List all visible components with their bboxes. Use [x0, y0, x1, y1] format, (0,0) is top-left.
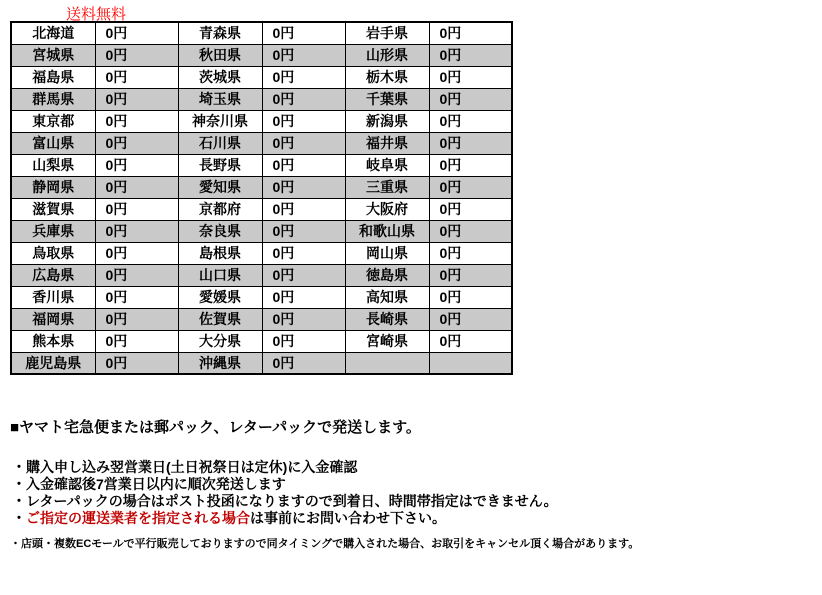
fee-cell: 0円 — [429, 88, 512, 110]
fee-cell: 0円 — [95, 44, 178, 66]
fee-cell: 0円 — [262, 110, 345, 132]
prefecture-cell: 福岡県 — [11, 308, 95, 330]
prefecture-cell: 徳島県 — [345, 264, 429, 286]
prefecture-cell: 群馬県 — [11, 88, 95, 110]
note-letterpack-delivery: ・レターパックの場合はポスト投函になりますので到着日、時間帯指定はできません。 — [12, 493, 558, 509]
note-carrier-highlight: ご指定の運送業者を指定される場合 — [26, 510, 250, 526]
fee-cell: 0円 — [429, 286, 512, 308]
fee-cell: 0円 — [95, 264, 178, 286]
prefecture-cell: 山口県 — [178, 264, 262, 286]
fee-cell: 0円 — [429, 66, 512, 88]
fee-cell: 0円 — [95, 110, 178, 132]
prefecture-cell: 青森県 — [178, 22, 262, 44]
fee-cell: 0円 — [262, 88, 345, 110]
note-payment-confirmation: ・購入申し込み翌営業日(土日祝祭日は定休)に入金確認 — [12, 459, 358, 475]
note-dispatch-timing: ・入金確認後7営業日以内に順次発送します — [12, 476, 286, 492]
fee-cell: 0円 — [95, 220, 178, 242]
table-row — [11, 154, 512, 176]
prefecture-cell: 茨城県 — [178, 66, 262, 88]
prefecture-cell: 愛知県 — [178, 176, 262, 198]
fee-cell: 0円 — [262, 308, 345, 330]
prefecture-cell — [345, 352, 429, 374]
prefecture-cell: 香川県 — [11, 286, 95, 308]
prefecture-cell: 兵庫県 — [11, 220, 95, 242]
fee-cell: 0円 — [262, 286, 345, 308]
note-carrier-request — [12, 510, 558, 527]
table-row — [11, 176, 512, 198]
prefecture-cell: 神奈川県 — [178, 110, 262, 132]
table-row — [11, 242, 512, 264]
fee-cell: 0円 — [262, 330, 345, 352]
table-row — [11, 198, 512, 220]
fee-cell: 0円 — [262, 242, 345, 264]
prefecture-cell: 山梨県 — [11, 154, 95, 176]
fee-cell: 0円 — [95, 308, 178, 330]
fee-cell: 0円 — [429, 330, 512, 352]
fee-cell: 0円 — [429, 220, 512, 242]
shipping-fee-table-body — [11, 22, 512, 374]
prefecture-cell: 宮崎県 — [345, 330, 429, 352]
prefecture-cell: 東京都 — [11, 110, 95, 132]
table-row — [11, 132, 512, 154]
fee-cell: 0円 — [95, 66, 178, 88]
fee-cell: 0円 — [429, 198, 512, 220]
fee-cell: 0円 — [95, 22, 178, 44]
fee-cell: 0円 — [429, 132, 512, 154]
prefecture-cell: 長崎県 — [345, 308, 429, 330]
fee-cell: 0円 — [95, 154, 178, 176]
prefecture-cell: 大分県 — [178, 330, 262, 352]
prefecture-cell: 大阪府 — [345, 198, 429, 220]
fee-cell: 0円 — [95, 352, 178, 374]
fee-cell: 0円 — [429, 176, 512, 198]
note-carrier-bullet: ・ — [12, 510, 26, 526]
fee-cell: 0円 — [262, 220, 345, 242]
prefecture-cell: 福井県 — [345, 132, 429, 154]
fee-cell: 0円 — [429, 308, 512, 330]
prefecture-cell: 新潟県 — [345, 110, 429, 132]
fee-cell: 0円 — [429, 110, 512, 132]
prefecture-cell: 島根県 — [178, 242, 262, 264]
table-row — [11, 66, 512, 88]
table-row — [11, 330, 512, 352]
prefecture-cell: 福島県 — [11, 66, 95, 88]
prefecture-cell: 奈良県 — [178, 220, 262, 242]
free-shipping-title: 送料無料 — [66, 6, 127, 23]
table-row — [11, 352, 512, 374]
prefecture-cell: 岐阜県 — [345, 154, 429, 176]
prefecture-cell: 長野県 — [178, 154, 262, 176]
shipping-fee-table — [10, 21, 513, 375]
prefecture-cell: 佐賀県 — [178, 308, 262, 330]
table-row — [11, 286, 512, 308]
table-row — [11, 308, 512, 330]
prefecture-cell: 滋賀県 — [11, 198, 95, 220]
prefecture-cell: 石川県 — [178, 132, 262, 154]
prefecture-cell: 富山県 — [11, 132, 95, 154]
prefecture-cell: 愛媛県 — [178, 286, 262, 308]
table-row — [11, 220, 512, 242]
fee-cell: 0円 — [429, 22, 512, 44]
table-row — [11, 44, 512, 66]
prefecture-cell: 栃木県 — [345, 66, 429, 88]
prefecture-cell: 千葉県 — [345, 88, 429, 110]
fee-cell: 0円 — [95, 286, 178, 308]
prefecture-cell: 三重県 — [345, 176, 429, 198]
fee-cell: 0円 — [262, 154, 345, 176]
prefecture-cell: 高知県 — [345, 286, 429, 308]
fee-cell: 0円 — [95, 88, 178, 110]
prefecture-cell: 北海道 — [11, 22, 95, 44]
fee-cell: 0円 — [429, 154, 512, 176]
note-carrier-rest: は事前にお問い合わせ下さい。 — [250, 510, 446, 526]
fee-cell: 0円 — [262, 176, 345, 198]
prefecture-cell: 埼玉県 — [178, 88, 262, 110]
fee-cell: 0円 — [95, 198, 178, 220]
fee-cell: 0円 — [95, 132, 178, 154]
fee-cell — [429, 352, 512, 374]
prefecture-cell: 秋田県 — [178, 44, 262, 66]
fee-cell: 0円 — [262, 198, 345, 220]
fee-cell: 0円 — [262, 352, 345, 374]
prefecture-cell: 宮城県 — [11, 44, 95, 66]
fee-cell: 0円 — [95, 242, 178, 264]
fee-cell: 0円 — [95, 330, 178, 352]
prefecture-cell: 鳥取県 — [11, 242, 95, 264]
fee-cell: 0円 — [262, 66, 345, 88]
fee-cell: 0円 — [262, 264, 345, 286]
table-row — [11, 88, 512, 110]
fee-cell: 0円 — [429, 44, 512, 66]
fee-cell: 0円 — [429, 264, 512, 286]
shipping-notes-list — [12, 459, 558, 527]
prefecture-cell: 熊本県 — [11, 330, 95, 352]
prefecture-cell: 広島県 — [11, 264, 95, 286]
fee-cell: 0円 — [262, 132, 345, 154]
prefecture-cell: 和歌山県 — [345, 220, 429, 242]
fee-cell: 0円 — [262, 22, 345, 44]
fee-cell: 0円 — [95, 176, 178, 198]
prefecture-cell: 岡山県 — [345, 242, 429, 264]
fee-cell: 0円 — [262, 44, 345, 66]
table-row — [11, 22, 512, 44]
prefecture-cell: 京都府 — [178, 198, 262, 220]
shipping-method-heading: ■ヤマト宅急便または郵パック、レターパックで発送します。 — [10, 419, 421, 436]
table-row — [11, 264, 512, 286]
prefecture-cell: 静岡県 — [11, 176, 95, 198]
prefecture-cell: 山形県 — [345, 44, 429, 66]
parallel-sales-footnote: ・店頭・複数ECモールで平行販売しておりますので同タイミングで購入された場合、お取引をキャンセル頂く場合があります。 — [10, 538, 640, 550]
fee-cell: 0円 — [429, 242, 512, 264]
prefecture-cell: 岩手県 — [345, 22, 429, 44]
prefecture-cell: 鹿児島県 — [11, 352, 95, 374]
prefecture-cell: 沖縄県 — [178, 352, 262, 374]
table-row — [11, 110, 512, 132]
